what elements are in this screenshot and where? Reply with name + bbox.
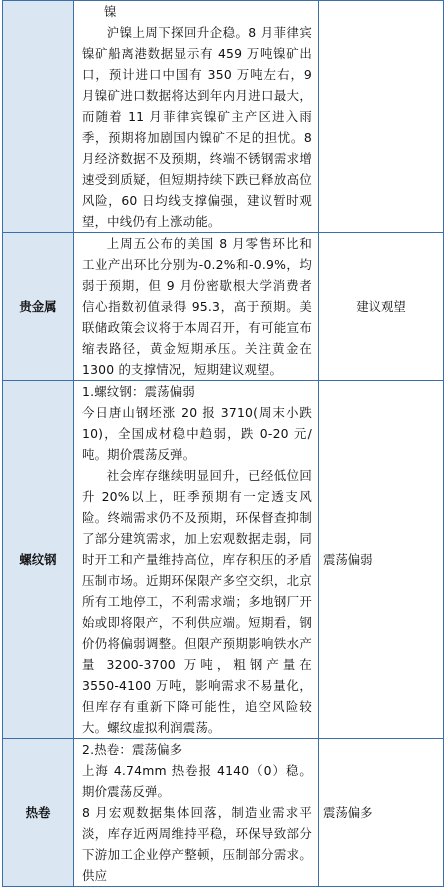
analysis-heading: 2.热卷：震荡偏多 xyxy=(82,742,183,757)
analysis-cell xyxy=(74,233,319,381)
row-label: 螺纹钢 xyxy=(3,381,74,739)
table-row-precious-metals xyxy=(3,233,444,381)
commodity-outlook-table xyxy=(2,0,444,887)
table-row-nickel xyxy=(3,1,444,233)
table-row-hot-coil xyxy=(3,739,444,887)
analysis-cell xyxy=(74,381,319,739)
row-label xyxy=(3,1,74,233)
row-label: 贵金属 xyxy=(3,233,74,381)
row-label: 热卷 xyxy=(3,739,74,887)
analysis-paragraph: 今日唐山钢坯涨 20 报 3710(周末小跌 10)，全国成材稳中趋弱，跌 0-20 元/吨。期价震荡反弹。 xyxy=(82,405,312,462)
advice-cell: 震荡偏多 xyxy=(319,739,444,887)
analysis-paragraph: 8 月宏观数据集体回落，制造业需求平淡，库存近两周维持平稳，环保导致部分下游加工企业停产整顿，压制部分需求。供应 xyxy=(82,805,312,883)
analysis-paragraph: 上海 4.74mm 热卷报 4140（0）稳。期价震荡反弹。 xyxy=(82,763,312,799)
analysis-cell xyxy=(74,1,319,233)
table-row-rebar xyxy=(3,381,444,739)
advice-cell: 建议观望 xyxy=(319,233,444,381)
analysis-cell xyxy=(74,739,319,887)
advice-cell: 震荡偏弱 xyxy=(319,381,444,739)
analysis-paragraph: 社会库存继续明显回升，已经低位回升 20%以上，旺季预期有一定透支风险。终端需求仍不及预期，环保督查抑制了部分建筑需求，加上宏观数据走弱，同时开工和产量维持高位，库存积压的矛盾压制市场。近期环保限产多空交织，北京所有工地停工，不利需求端；多地钢厂开始或即将限产，不利供应端。短期看，钢价仍将偏弱调整。但限产预期影响铁水产量 3200-3700 万吨，粗钢产量在 3550-4100 万吨，影响需求不易量化，但库存有重新下降可能性，追空风险较大。螺纹虚拟利润震荡。 xyxy=(82,468,312,735)
analysis-heading: 镍 xyxy=(104,4,117,19)
analysis-paragraph: 上周五公布的美国 8 月零售环比和工业产出环比分别为-0.2%和-0.9%，均弱于预期，但 9 月份密歇根大学消费者信心指数初值录得 95.3，高于预期。美联储政策会议将于本周召开，有可能宣布缩表路径，黄金短期承压。关注黄金在 1300 的支撑情况，短期建议观望。 xyxy=(82,236,312,377)
analysis-heading: 1.螺纹钢：震荡偏弱 xyxy=(82,384,195,399)
advice-cell xyxy=(319,1,444,233)
analysis-paragraph: 沪镍上周下探回升企稳。8 月菲律宾镍矿船离港数据显示有 459 万吨镍矿出口，预计进口中国有 350 万吨左右，9 月镍矿进口数据将达到年内月进口最大，而随着 11 月菲律宾镍矿主产区进入雨季，预期将加剧国内镍矿不足的担忧。8 月经济数据不及预期，终端不锈钢需求增速受到质疑，但短期持续下跌已释放高位风险，60 日均线支撑偏强，建议暂时观望，中线仍有上涨动能。 xyxy=(82,25,312,229)
